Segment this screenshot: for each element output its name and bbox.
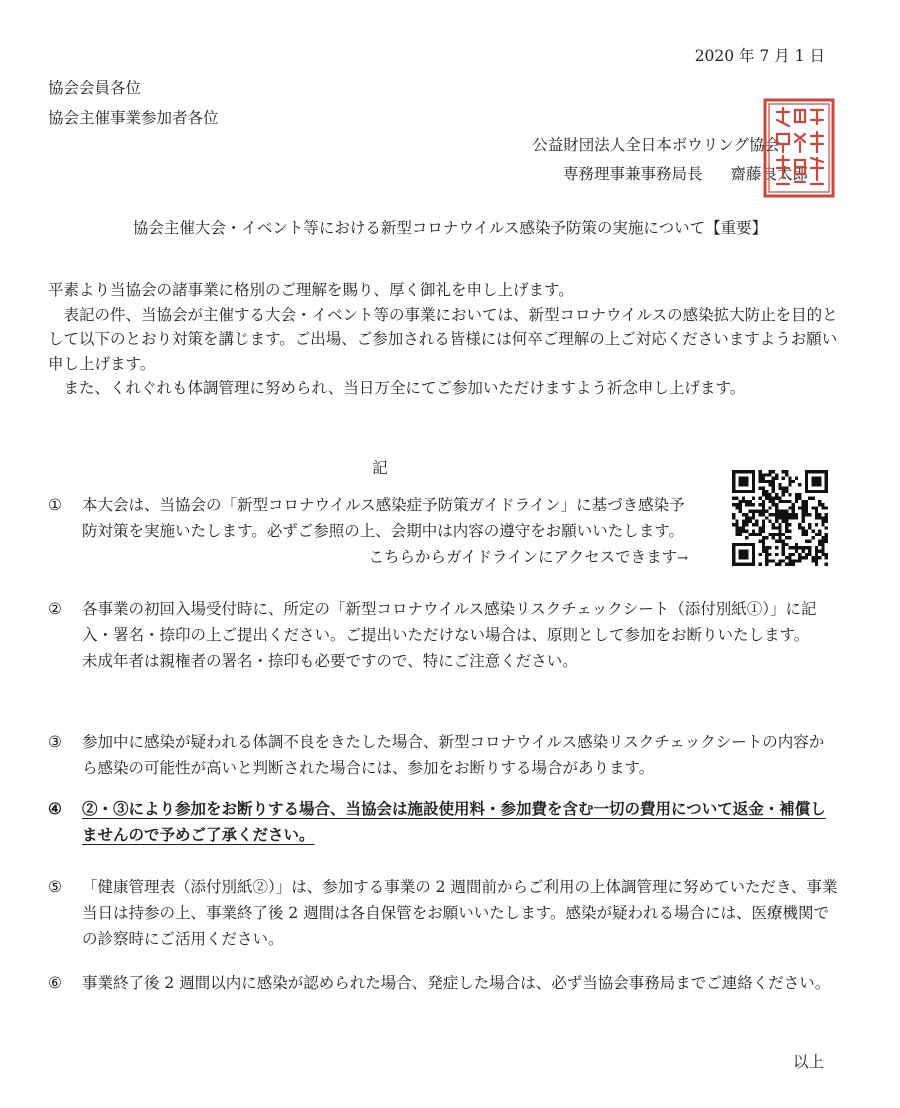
list-item <box>48 874 838 952</box>
official-seal-stamp <box>763 98 835 198</box>
intro-section <box>48 278 848 401</box>
item-text: 「健康管理表（添付別紙②）」は、参加する事業の 2 週間前からご利用の上体調管理に努めていただき、事業当日は持参の上、事業終了後 2 週間は各自保管をお願いいたします。感染が疑われる場合には、医療機関での診察時にご活用ください。 <box>82 878 838 948</box>
arrow-right-icon: → <box>677 551 688 566</box>
item-text: 本大会は、当協会の「新型コロナウイルス感染症予防策ガイドライン」に基づき感染予防対策を実施いたします。必ずご参照の上、会期中は内容の遵守をお願いいたします。 <box>82 496 685 540</box>
item-text: ②・③により参加をお断りする場合、当協会は施設使用料・参加費を含む一切の費用について返金・補償しませんので予めご了承ください。 <box>82 799 826 844</box>
document-date: 2020 年 7 月 1 日 <box>694 47 825 65</box>
list-item-important <box>48 796 838 848</box>
list-item <box>48 729 838 781</box>
ki-heading: 記 <box>372 459 388 477</box>
sender-organization: 公益財団法人全日本ボウリング協会 <box>532 136 780 154</box>
addressee-participants: 協会主催事業参加者各位 <box>48 109 219 127</box>
wish-paragraph: また、くれぐれも体調管理に努められ、当日万全にてご参加いただけますよう祈念申し上げます。 <box>63 379 746 397</box>
list-item <box>48 492 698 572</box>
list-item <box>48 970 838 996</box>
greeting-paragraph: 平素より当協会の諸事業に格別のご理解を賜り、厚く御礼を申し上げます。 <box>48 281 574 299</box>
list-item <box>48 596 838 674</box>
sender-position: 専務理事兼事務局長 <box>562 165 703 183</box>
qr-finder-pattern <box>806 472 826 492</box>
item-text: 各事業の初回入場受付時に、所定の「新型コロナウイルス感染リスクチェックシート（添付別紙①）」に記入・署名・捺印の上ご提出ください。ご提出いただけない場合は、原則として参加をお断りいたします。 <box>82 600 817 644</box>
qr-finder-pattern <box>734 544 754 564</box>
item-note: 未成年者は親権者の署名・捺印も必要ですので、特にご注意ください。 <box>82 652 578 670</box>
item-number: ④ <box>48 799 62 818</box>
item-text: 参加中に感染が疑われる体調不良をきたした場合、新型コロナウイルス感染リスクチェックシートの内容から感染の可能性が高いと判断された場合には、参加をお断りする場合があります。 <box>82 733 825 777</box>
qr-finder-pattern <box>734 472 754 492</box>
guideline-link[interactable] <box>82 544 698 572</box>
item-number: ② <box>48 600 62 618</box>
document-title: 協会主催大会・イベント等における新型コロナウイルス感染予防策の実施について【重要】 <box>132 219 768 237</box>
qr-code[interactable] <box>732 470 828 566</box>
item-text: 事業終了後 2 週間以内に感染が認められた場合、発症した場合は、必ず当協会事務局までご連絡ください。 <box>82 974 831 992</box>
sender-name: 齋藤良太郎 <box>730 165 808 183</box>
closing-mark: 以上 <box>792 1053 824 1071</box>
item-number: ① <box>48 496 62 514</box>
item-number: ⑤ <box>48 878 62 896</box>
item-number: ③ <box>48 733 62 751</box>
guideline-link-text: こちらからガイドラインにアクセスできます <box>368 548 678 566</box>
addressee-members: 協会会員各位 <box>48 79 142 97</box>
item-number: ⑥ <box>48 974 62 992</box>
intro-paragraph: 表記の件、当協会が主催する大会・イベント等の事業においては、新型コロナウイルスの感染拡大防止を目的として以下のとおり対策を講じます。ご出場、ご参加される皆様には何卒ご理解の上ご対応くださいますようお願い申し上げます。 <box>48 305 838 373</box>
